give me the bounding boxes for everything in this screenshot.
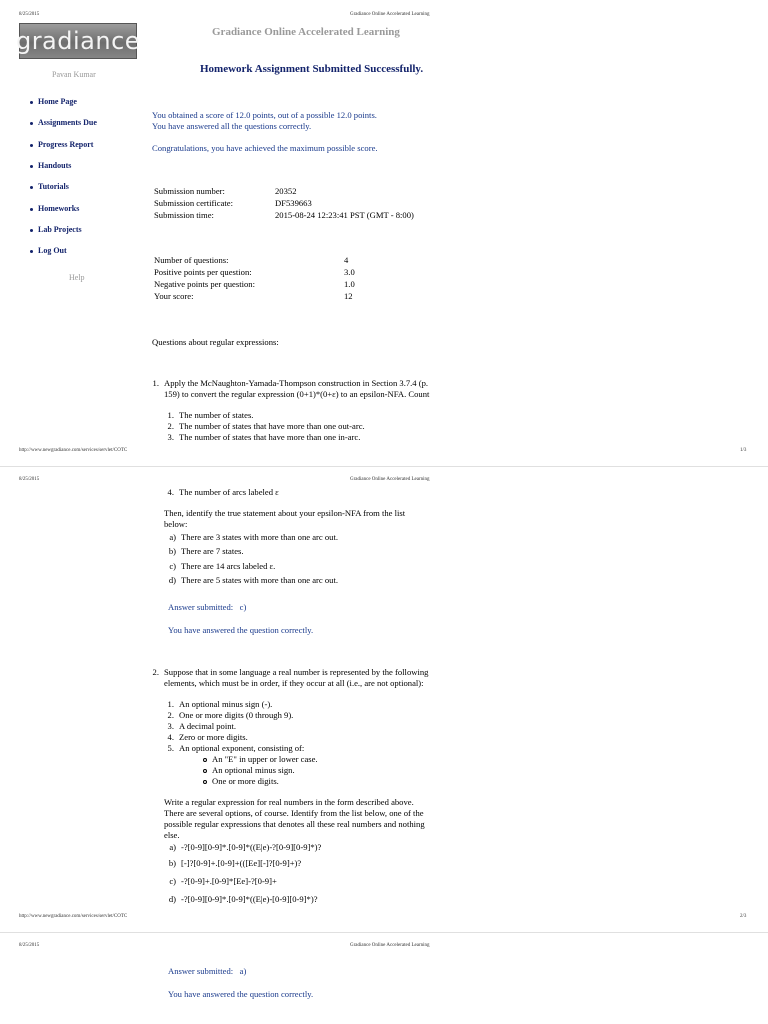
answer-submitted: Answer submitted: a) (168, 966, 247, 976)
list-item: 2. One or more digits (0 through 9). (167, 710, 294, 720)
print-date: 8/25/2015 (19, 477, 40, 482)
sub-list-item: One or more digits. (203, 776, 279, 787)
stat-value: 3.0 (344, 267, 355, 277)
bullet-icon (30, 229, 33, 232)
print-header: Gradiance Online Accelerated Learning (350, 12, 430, 17)
list-item: 1. The number of states. (167, 410, 254, 420)
answer-submitted: Answer submitted: c) (168, 602, 247, 612)
stat-label: Positive points per question: (154, 267, 252, 277)
stat-label: Negative points per question: (154, 279, 255, 289)
print-page-number: 2/3 (740, 914, 747, 919)
answer-option: c) There are 14 arcs labeled ε. (169, 561, 276, 571)
nav-progress-report[interactable]: Progress Report (30, 140, 93, 149)
sub-list-item: An "E" in upper or lower case. (203, 754, 318, 765)
answer-option: c) -?[0-9]+.[0-9]*[Ee]-?[0-9]+ (169, 876, 277, 886)
nav-assignments-due[interactable]: Assignments Due (30, 118, 97, 127)
bullet-icon (30, 186, 33, 189)
bullet-icon (30, 144, 33, 147)
score-line-2: You have answered all the questions correctly. (152, 121, 312, 131)
list-item: 2. The number of states that have more than one out-arc. (167, 421, 365, 431)
correct-message: You have answered the question correctly. (168, 625, 314, 635)
question-2-text: 2. Suppose that in some language a real number is represented by the following (152, 667, 429, 677)
bullet-icon (30, 250, 33, 253)
answer-option: a) There are 3 states with more than one arc out. (169, 532, 339, 542)
list-item: 3. A decimal point. (167, 721, 237, 731)
print-date: 8/25/2015 (19, 12, 40, 17)
print-date: 8/25/2015 (19, 943, 40, 948)
nav-tutorials[interactable]: Tutorials (30, 182, 69, 191)
bullet-icon (30, 122, 33, 125)
stat-value: 4 (344, 255, 349, 265)
sub-list-item: An optional minus sign. (203, 765, 295, 776)
submission-time-label: Submission time: (154, 210, 214, 220)
bullet-icon (30, 165, 33, 168)
question-2-instruction: possible regular expressions that denotes all these real numbers and nothing (164, 819, 425, 829)
list-item: 4. The number of arcs labeled ε (167, 487, 279, 497)
list-item: 3. The number of states that have more than one in-arc. (167, 432, 361, 442)
question-2-instruction: There are several options, of course. Identify from the list below, one of the (164, 808, 424, 818)
nav-lab-projects[interactable]: Lab Projects (30, 225, 82, 234)
stat-value: 1.0 (344, 279, 355, 289)
print-url: http://www.newgradiance.com/services/servlet/COTC (19, 448, 128, 453)
submission-number-value: 20352 (275, 186, 297, 196)
print-url: http://www.newgradiance.com/services/servlet/COTC (19, 914, 128, 919)
question-1-text-cont: 159) to convert the regular expression (0+1)*(0+ε) to an epsilon-NFA. Count (164, 389, 430, 399)
bullet-icon (30, 101, 33, 104)
page-divider (0, 932, 768, 933)
answer-option: b) [-]?[0-9]+.[0-9]+(([Ee][-]?[0-9]+)? (168, 858, 302, 868)
submission-certificate-label: Submission certificate: (154, 198, 233, 208)
user-name: Pavan Kumar (52, 70, 96, 79)
score-line-1: You obtained a score of 12.0 points, out of a possible 12.0 points. (152, 110, 377, 120)
submission-certificate-value: DF539663 (275, 198, 312, 208)
nav-homeworks[interactable]: Homeworks (30, 204, 79, 213)
circle-bullet-icon (203, 758, 207, 762)
page-divider (0, 466, 768, 467)
page-title: Homework Assignment Submitted Successfully. (200, 63, 424, 75)
stat-label: Your score: (154, 291, 194, 301)
question-2-instruction: else. (164, 830, 180, 840)
list-item: 1. An optional minus sign (-). (167, 699, 273, 709)
nav-log-out[interactable]: Log Out (30, 246, 67, 255)
section-title: Questions about regular expressions: (152, 337, 279, 347)
answer-option: b) There are 7 states. (168, 546, 244, 556)
question-2-instruction: Write a regular expression for real numbers in the form described above. (164, 797, 414, 807)
question-2-text-cont: elements, which must be in order, if they occur at all (i.e., are not optional): (164, 678, 424, 688)
stat-label: Number of questions: (154, 255, 229, 265)
submission-time-value: 2015-08-24 12:23:41 PST (GMT - 8:00) (275, 210, 414, 220)
congrats-message: Congratulations, you have achieved the maximum possible score. (152, 143, 378, 153)
submission-number-label: Submission number: (154, 186, 225, 196)
correct-message: You have answered the question correctly. (168, 989, 314, 999)
bullet-icon (30, 208, 33, 211)
print-page-number: 1/3 (740, 448, 747, 453)
circle-bullet-icon (203, 780, 207, 784)
app-title: Gradiance Online Accelerated Learning (212, 26, 400, 38)
stat-value: 12 (344, 291, 353, 301)
print-header: Gradiance Online Accelerated Learning (350, 943, 430, 948)
list-item: 5. An optional exponent, consisting of: (167, 743, 305, 753)
question-1-instruction-cont: below: (164, 519, 188, 529)
nav-handouts[interactable]: Handouts (30, 161, 71, 170)
nav-home-page[interactable]: Home Page (30, 97, 77, 106)
question-1-text: 1. Apply the McNaughton-Yamada-Thompson construction in Section 3.7.4 (p. (152, 378, 429, 388)
help-link[interactable]: Help (69, 273, 85, 282)
answer-option: a) -?[0-9][0-9]*.[0-9]*((E|e)-?[0-9][0-9]*)? (169, 842, 322, 852)
print-header: Gradiance Online Accelerated Learning (350, 477, 430, 482)
question-1-instruction: Then, identify the true statement about your epsilon-NFA from the list (164, 508, 406, 518)
answer-option: d) -?[0-9][0-9]*.[0-9]*((E|e)-[0-9][0-9]*)? (168, 894, 318, 904)
answer-option: d) There are 5 states with more than one arc out. (168, 575, 339, 585)
circle-bullet-icon (203, 769, 207, 773)
list-item: 4. Zero or more digits. (167, 732, 248, 742)
gradiance-logo[interactable]: gradiance (19, 23, 137, 59)
